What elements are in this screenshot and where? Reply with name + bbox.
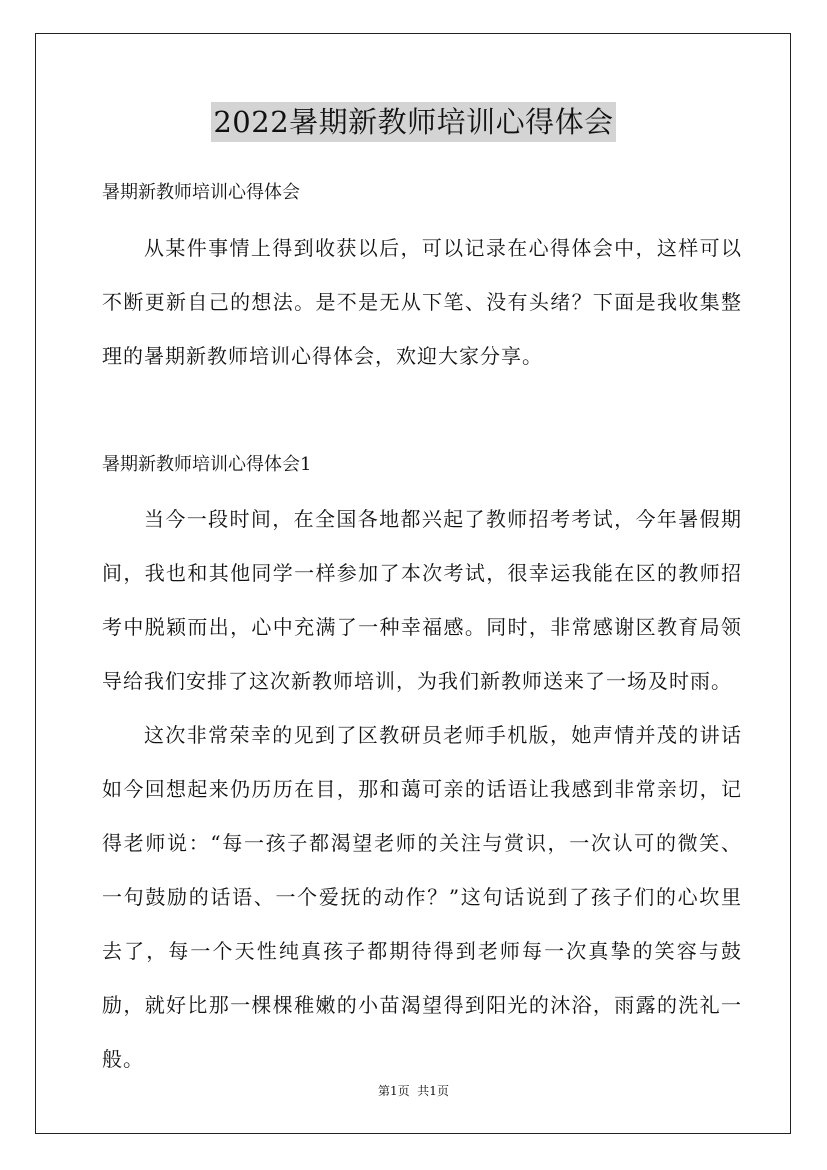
body-paragraph-2: 这次非常荣幸的见到了区教研员老师手机版，她声情并茂的讲话如今回想起来仍历历在目，那和蔼可亲的话语让我感到非常亲切，记得老师说：“每一孩子都渴望老师的关注与赏识，一次认可的微笑、一句鼓励的话语、一个爱抚的动作？”这句话说到了孩子们的心坎里去了，每一个天性纯真孩子都期待得到老师每一次真挚的笑容与鼓励，就好比那一棵棵稚嫩的小苗渴望得到阳光的沐浴，雨露的洗礼一般。 bbox=[102, 723, 742, 1071]
page-footer: 第1页 共1页 bbox=[378, 1084, 449, 1098]
intro-heading: 暑期新教师培训心得体会 bbox=[102, 182, 300, 203]
body-paragraph-1: 当今一段时间，在全国各地都兴起了教师招考考试，今年暑假期间，我也和其他同学一样参加了本次考试，很幸运我能在区的教师招考中脱颖而出，心中充满了一种幸福感。同时，非常感谢区教育局领导给我们安排了这次新教师培训，为我们新教师送来了一场及时雨。 bbox=[102, 507, 742, 693]
document-title: 2022暑期新教师培训心得体会 bbox=[211, 102, 615, 142]
intro-paragraph: 从某件事情上得到收获以后，可以记录在心得体会中，这样可以不断更新自己的想法。是不是无从下笔、没有头绪？下面是我收集整理的暑期新教师培训心得体会，欢迎大家分享。 bbox=[102, 236, 742, 368]
section-heading: 暑期新教师培训心得体会1 bbox=[102, 454, 312, 475]
title-container bbox=[0, 102, 827, 142]
